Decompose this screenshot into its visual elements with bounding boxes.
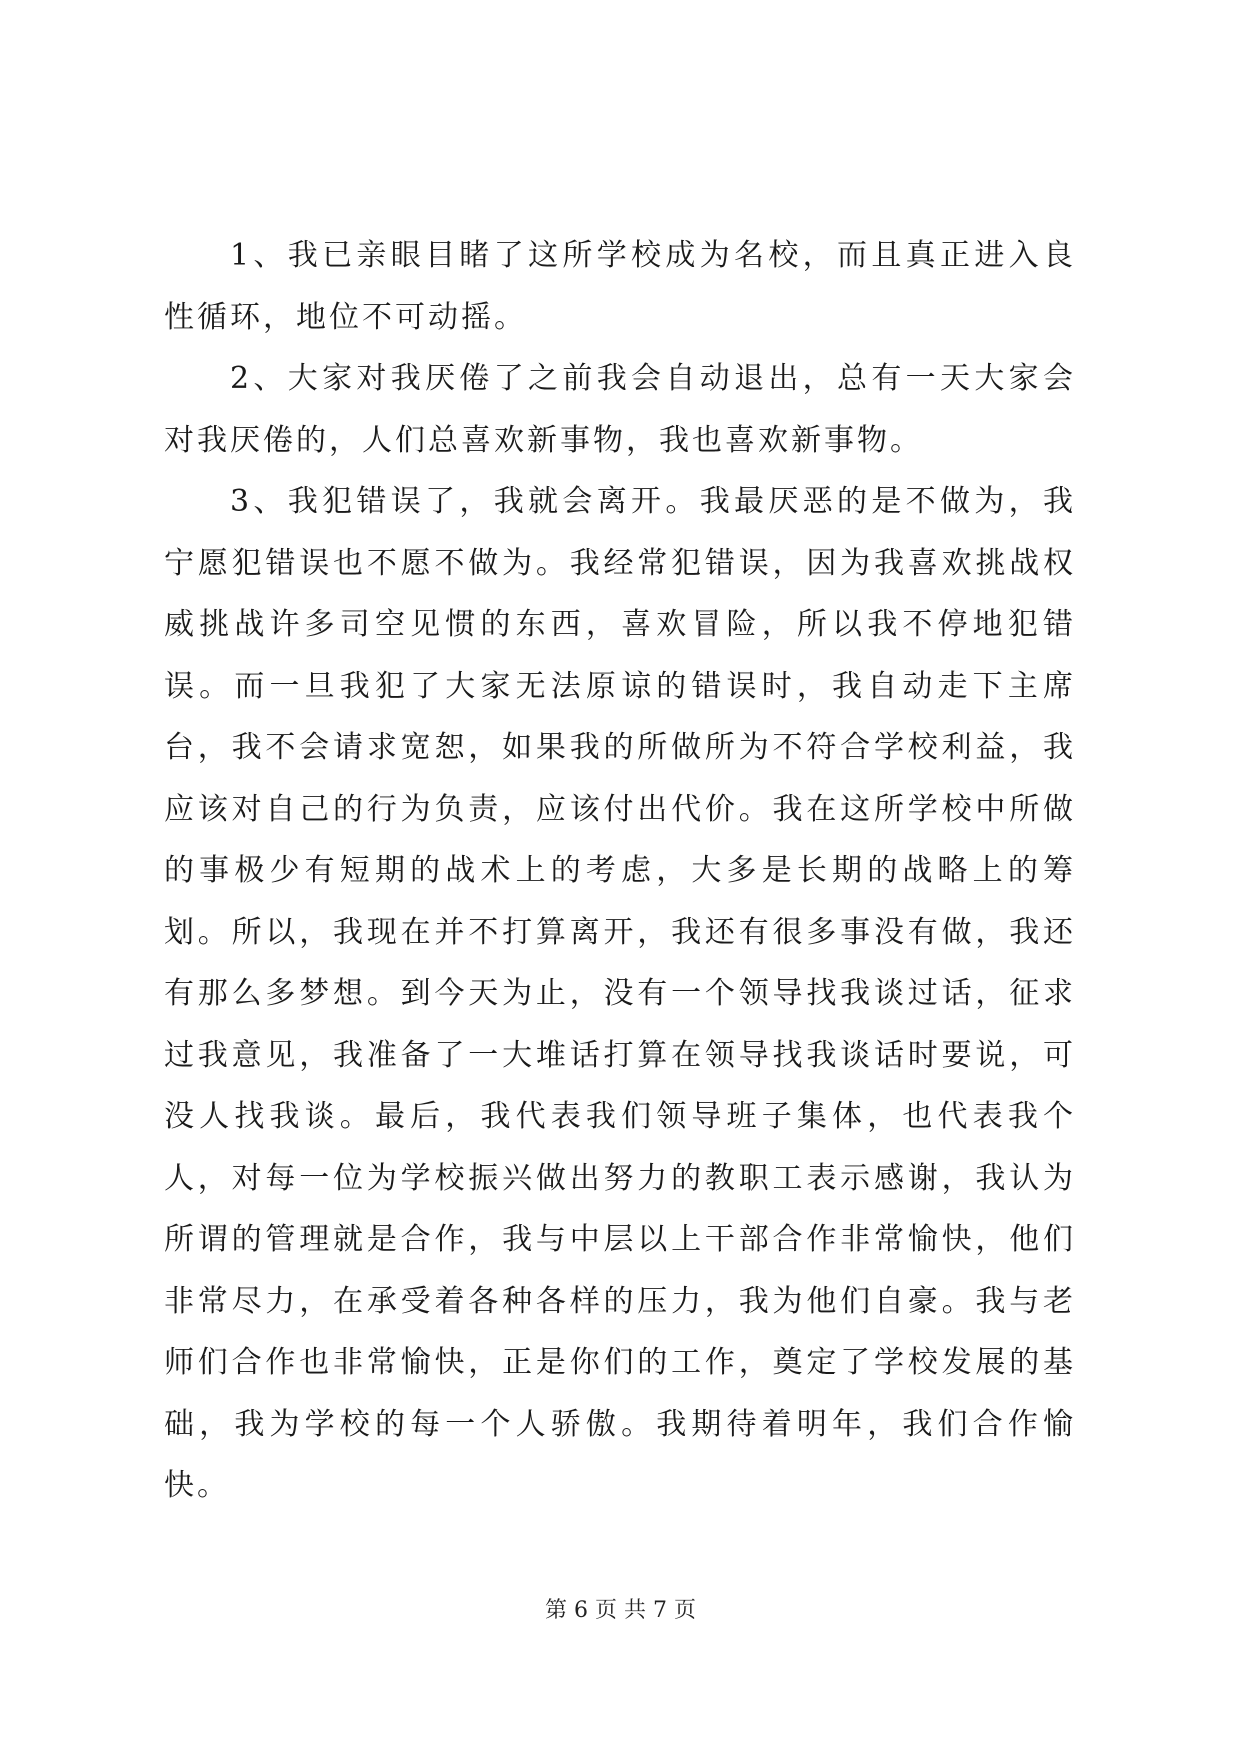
document-body <box>164 225 1076 1517</box>
paragraph-1: 1、我已亲眼目睹了这所学校成为名校，而且真正进入良性循环，地位不可动摇。 <box>164 238 1076 335</box>
page-footer: 第 6 页 共 7 页 <box>545 1598 696 1623</box>
paragraph-3: 3、我犯错误了，我就会离开。我最厌恶的是不做为，我宁愿犯错误也不愿不做为。我经常犯错误，因为我喜欢挑战权威挑战许多司空见惯的东西，喜欢冒险，所以我不停地犯错误。而一旦我犯了大家无法原谅的错误时，我自动走下主席台，我不会请求宽恕，如果我的所做所为不符合学校利益，我应该对自己的行为负责，应该付出代价。我在这所学校中所做的事极少有短期的战术上的考虑，大多是长期的战略上的筹划。所以，我现在并不打算离开，我还有很多事没有做，我还有那么多梦想。到今天为止，没有一个领导找我谈过话，征求过我意见，我准备了一大堆话打算在领导找我谈话时要说，可没人找我谈。最后，我代表我们领导班子集体，也代表我个人，对每一位为学校振兴做出努力的教职工表示感谢，我认为所谓的管理就是合作，我与中层以上干部合作非常愉快，他们非常尽力，在承受着各种各样的压力，我为他们自豪。我与老师们合作也非常愉快，正是你们的工作，奠定了学校发展的基础，我为学校的每一个人骄傲。我期待着明年，我们合作愉快。 <box>164 484 1076 1503</box>
paragraph-2: 2、大家对我厌倦了之前我会自动退出，总有一天大家会对我厌倦的，人们总喜欢新事物，我也喜欢新事物。 <box>164 361 1076 458</box>
